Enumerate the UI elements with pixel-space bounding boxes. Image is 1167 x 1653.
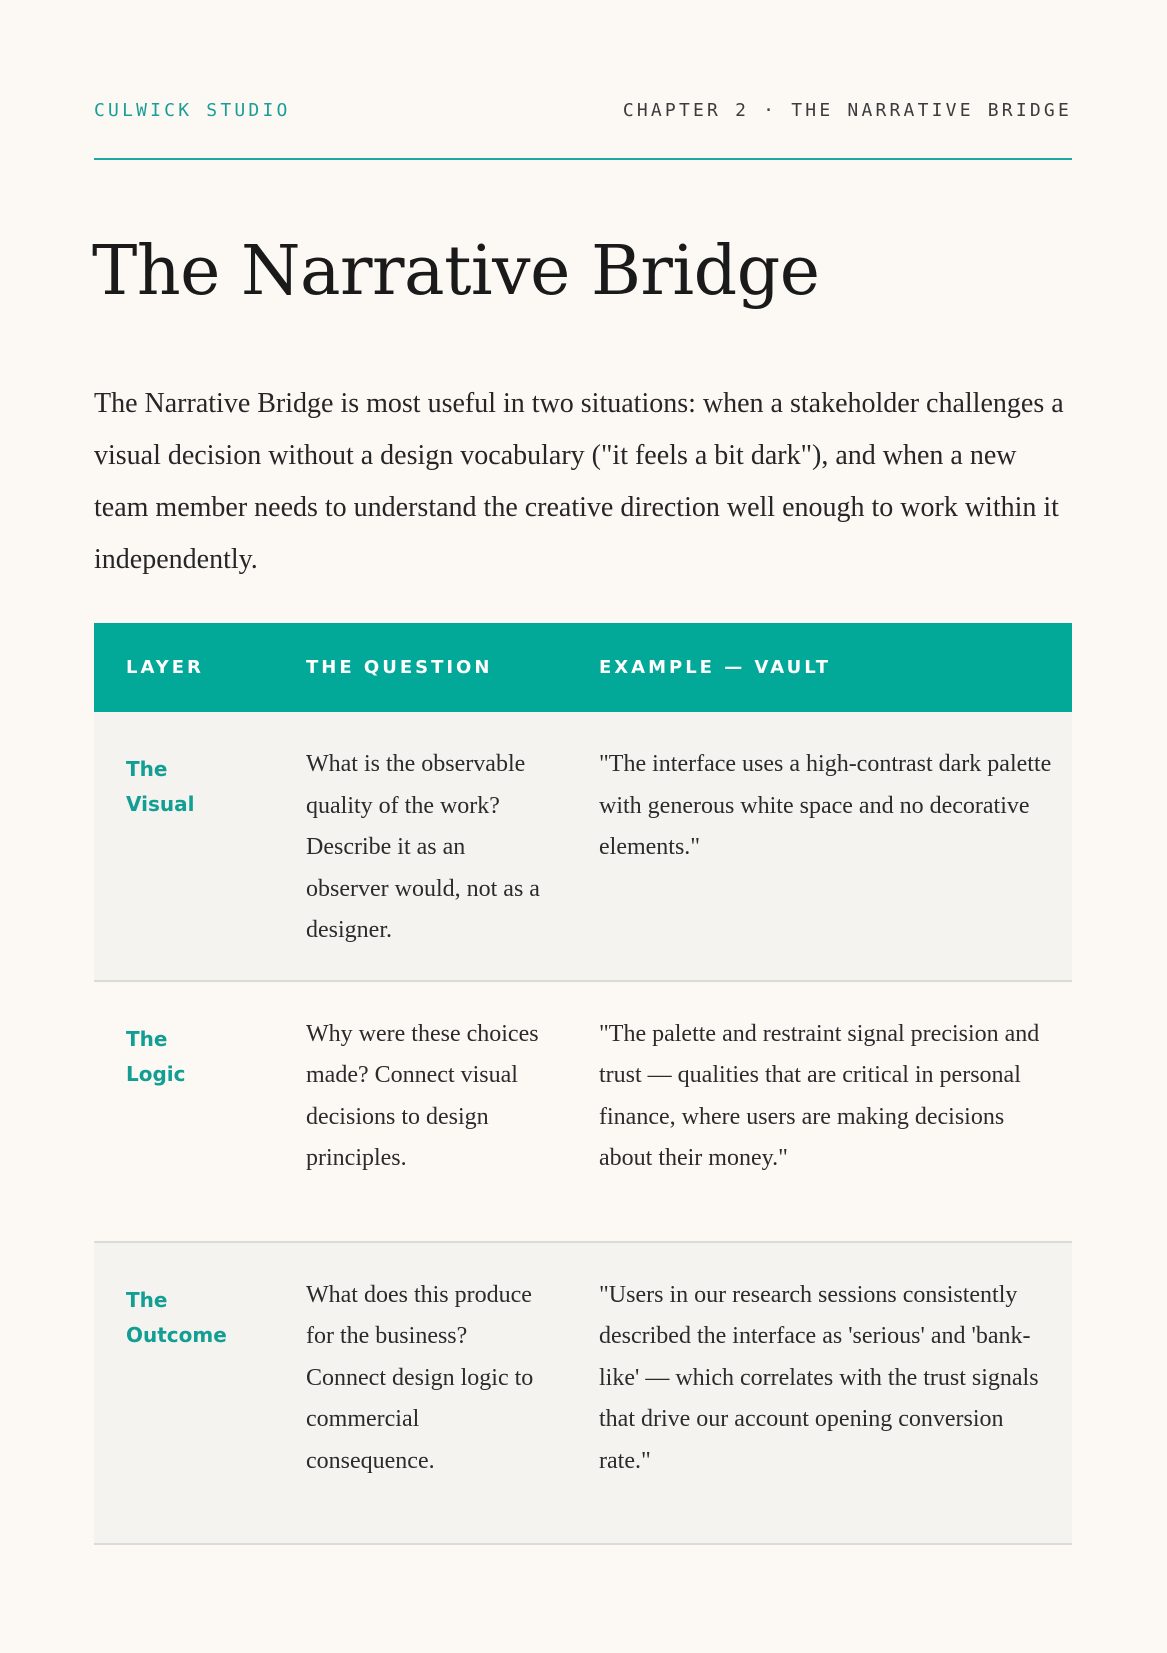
chapter-label: CHAPTER 2 · THE NARRATIVE BRIDGE (622, 100, 1072, 121)
layer-label-name: Logic (126, 1061, 186, 1086)
question-cell: What is the observable quality of the work? Describe it as an observer would, not as a designer. (274, 712, 567, 981)
question-cell: Why were these choices made? Connect visual decisions to design principles. (274, 981, 567, 1242)
page-title: The Narrative Bridge (92, 232, 820, 311)
running-header (94, 100, 1072, 130)
column-header-layer: LAYER (94, 623, 274, 712)
narrative-bridge-table (94, 623, 1072, 1545)
example-cell: "The interface uses a high-contrast dark palette with generous white space and no decorative elements." (567, 712, 1072, 981)
layer-cell (94, 981, 274, 1242)
example-cell: "The palette and restraint signal precision and trust — qualities that are critical in personal finance, where users are making decisions about their money." (567, 981, 1072, 1242)
column-header-example: EXAMPLE — VAULT (567, 623, 1072, 712)
intro-paragraph: The Narrative Bridge is most useful in two situations: when a stakeholder challenges a visual decision without a design vocabulary ("it feels a bit dark"), and when a new team member needs to understand the creative direction well enough to work within it independently. (94, 388, 1064, 575)
question-cell: What does this produce for the business? Connect design logic to commercial consequence. (274, 1242, 567, 1544)
layer-cell (94, 712, 274, 981)
layer-label-article: The (126, 1026, 168, 1051)
table-row (94, 1242, 1072, 1544)
header-divider (94, 158, 1072, 160)
example-cell: "Users in our research sessions consistently described the interface as 'serious' and 'bank-like' — which correlates with the trust signals that drive our account opening conversion rate." (567, 1242, 1072, 1544)
table-row (94, 981, 1072, 1242)
layer-label-name: Visual (126, 792, 195, 816)
table-header-row (94, 623, 1072, 712)
studio-name: CULWICK STUDIO (94, 100, 291, 121)
table-row (94, 712, 1072, 981)
layer-cell (94, 1242, 274, 1544)
column-header-question: THE QUESTION (274, 623, 567, 712)
layer-label-article: The (126, 757, 168, 781)
layer-label-name: Outcome (126, 1322, 227, 1347)
layer-label-article: The (126, 1287, 168, 1312)
